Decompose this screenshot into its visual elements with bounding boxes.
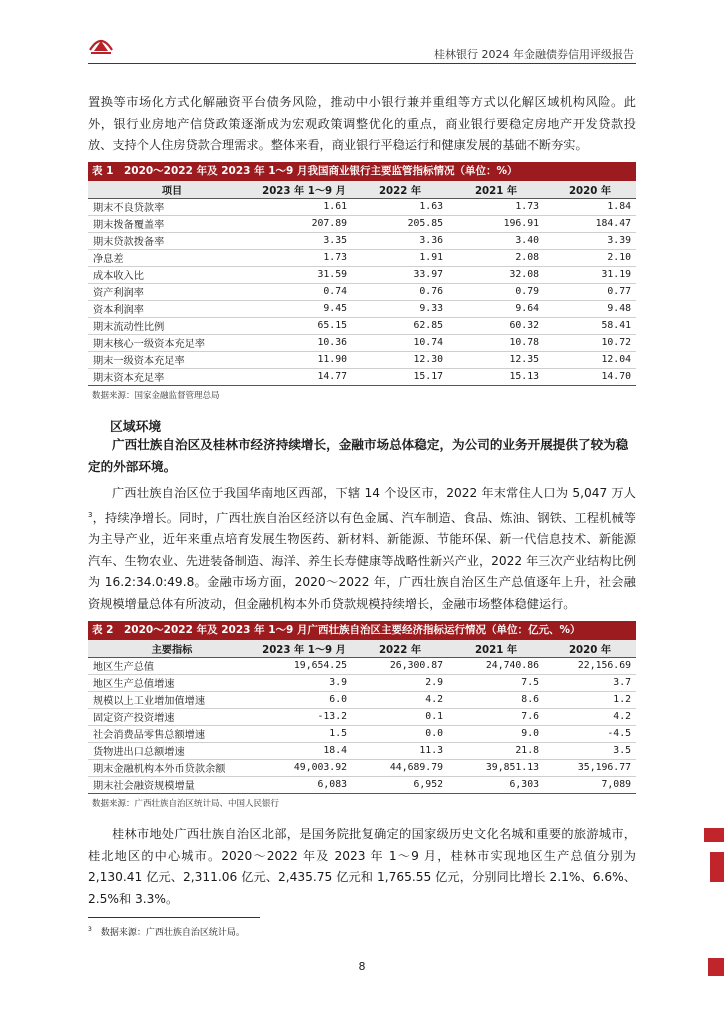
cell-value: 4.2 [352,691,448,708]
table-row [88,368,636,385]
table-row [88,674,636,691]
cell-value: 31.59 [256,266,352,283]
cell-value: 6,952 [352,776,448,793]
cell-value: 14.70 [544,368,636,385]
cell-value: 3.5 [544,742,636,759]
section-title: 区域环境 [110,420,162,435]
table-row [88,351,636,368]
cell-value: 58.41 [544,317,636,334]
cell-value: 10.78 [448,334,544,351]
page-number: 8 [358,960,366,973]
cell-value: 10.74 [352,334,448,351]
cell-value: 11.90 [256,351,352,368]
cell-value: 6,303 [448,776,544,793]
table-row [88,215,636,232]
seal-stamp-fragment [710,852,724,882]
cell-value: 3.36 [352,232,448,249]
row-label: 期末流动性比例 [88,317,256,334]
cell-value: 49,003.92 [256,759,352,776]
cell-value: 1.73 [256,249,352,266]
cell-value: 2.10 [544,249,636,266]
cell-value: 0.76 [352,283,448,300]
column-header: 2021 年 [448,181,544,198]
cell-value: 44,689.79 [352,759,448,776]
row-label: 地区生产总值增速 [88,674,256,691]
table2-title: 表 2 2020～2022 年及 2023 年 1～9 月广西壮族自治区主要经济指标运行情况（单位：亿元、%） [88,621,636,640]
cell-value: 22,156.69 [544,657,636,674]
cell-value: -13.2 [256,708,352,725]
cell-value: 10.36 [256,334,352,351]
table1-header-row [88,181,636,198]
column-header: 主要指标 [88,640,256,657]
cell-value: 39,851.13 [448,759,544,776]
cell-value: 3.39 [544,232,636,249]
row-label: 固定资产投资增速 [88,708,256,725]
cell-value: 6.0 [256,691,352,708]
table1-title: 表 1 2020～2022 年及 2023 年 1～9 月我国商业银行主要监管指标情况（单位：%） [88,162,636,181]
column-header: 2023 年 1～9 月 [256,640,352,657]
column-header: 2022 年 [352,181,448,198]
table2 [88,640,636,794]
cell-value: 32.08 [448,266,544,283]
cell-value: 1.63 [352,198,448,215]
cell-value: 10.72 [544,334,636,351]
region-paragraph-part1: 广西壮族自治区位于我国华南地区西部，下辖 14 个设区市，2022 年末常住人口为 5,047 万人 [112,486,636,500]
row-label: 期末贷款拨备率 [88,232,256,249]
table1-source: 数据来源：国家金融监督管理总局 [92,391,220,401]
cell-value: 196.91 [448,215,544,232]
row-label: 期末资本充足率 [88,368,256,385]
lead-sentence: 广西壮族自治区及桂林市经济持续增长，金融市场总体稳定，为公司的业务开展提供了较为稳定的外部环境。 [88,437,629,474]
cell-value: 1.73 [448,198,544,215]
cell-value: 0.77 [544,283,636,300]
cell-value: -4.5 [544,725,636,742]
footnote-divider [88,917,260,918]
cell-value: 9.48 [544,300,636,317]
cell-value: 9.64 [448,300,544,317]
cell-value: 1.61 [256,198,352,215]
row-label: 净息差 [88,249,256,266]
table-row [88,317,636,334]
cell-value: 4.2 [544,708,636,725]
cell-value: 31.19 [544,266,636,283]
cell-value: 3.40 [448,232,544,249]
table2-source: 数据来源：广西壮族自治区统计局、中国人民银行 [92,799,280,809]
cell-value: 3.9 [256,674,352,691]
row-label: 期末拨备覆盖率 [88,215,256,232]
table-row [88,691,636,708]
table-row [88,657,636,674]
cell-value: 0.74 [256,283,352,300]
cell-value: 24,740.86 [448,657,544,674]
column-header: 2020 年 [544,640,636,657]
cell-value: 15.17 [352,368,448,385]
cell-value: 0.79 [448,283,544,300]
row-label: 期末核心一级资本充足率 [88,334,256,351]
table-row [88,742,636,759]
cell-value: 7.5 [448,674,544,691]
cell-value: 3.35 [256,232,352,249]
table-row [88,725,636,742]
guilin-paragraph: 桂林市地处广西壮族自治区北部，是国务院批复确定的国家级历史文化名城和重要的旅游城市，桂北地区的中心城市。2020～2022 年及 2023 年 1～9 月，桂林市实现地区生产总值分别为 2,130.41 亿元、2,311.06 亿元、2,435.75 亿元和 1,765.55 亿元，分别同比增长 2.1%、6.6%、2.5%和 3.3%。 [88,827,636,906]
cell-value: 1.5 [256,725,352,742]
region-paragraph [88,483,636,615]
row-label: 期末金融机构本外币贷款余额 [88,759,256,776]
cell-value: 7,089 [544,776,636,793]
cell-value: 7.6 [448,708,544,725]
row-label: 期末一级资本充足率 [88,351,256,368]
cell-value: 8.6 [448,691,544,708]
cell-value: 9.45 [256,300,352,317]
cell-value: 65.15 [256,317,352,334]
page-header [88,34,636,64]
footnote-text: 数据来源：广西壮族自治区统计局。 [100,928,245,938]
table-row [88,266,636,283]
table-row [88,759,636,776]
cell-value: 2.9 [352,674,448,691]
cell-value: 62.85 [352,317,448,334]
table-row [88,232,636,249]
cell-value: 11.3 [352,742,448,759]
row-label: 期末社会融资规模增量 [88,776,256,793]
cell-value: 15.13 [448,368,544,385]
footnote-number: 3 [88,926,92,933]
cell-value: 12.30 [352,351,448,368]
cell-value: 14.77 [256,368,352,385]
table-row [88,249,636,266]
bank-logo-icon [88,36,114,56]
cell-value: 205.85 [352,215,448,232]
cell-value: 21.8 [448,742,544,759]
cell-value: 1.91 [352,249,448,266]
table1 [88,181,636,386]
region-paragraph-part2: ，持续净增长。同时，广西壮族自治区经济以有色金属、汽车制造、食品、炼油、钢铁、工程机械等为主导产业，近年来重点培育发展生物医药、新材料、新能源、节能环保、新一代信息技术、新能源汽车、生物农业、先进装备制造、海洋、养生长寿健康等战略性新兴产业，2022 年三次产业结构比例为 16.2:34.0:49.8。金融市场方面，2020～2022 年，广西壮族自治区生产总值逐年上升，社会融资规模增量总体有所波动，但金融机构本外币贷款规模持续增长，金融市场整体稳健运行。 [88,510,636,611]
footnote-ref: 3 [88,510,93,519]
table-row [88,300,636,317]
cell-value: 1.84 [544,198,636,215]
cell-value: 207.89 [256,215,352,232]
cell-value: 18.4 [256,742,352,759]
row-label: 社会消费品零售总额增速 [88,725,256,742]
table-row [88,283,636,300]
cell-value: 33.97 [352,266,448,283]
cell-value: 60.32 [448,317,544,334]
row-label: 地区生产总值 [88,657,256,674]
cell-value: 12.35 [448,351,544,368]
cell-value: 6,083 [256,776,352,793]
column-header: 项目 [88,181,256,198]
cell-value: 9.0 [448,725,544,742]
seal-stamp-fragment [704,828,724,842]
table-row [88,708,636,725]
cell-value: 184.47 [544,215,636,232]
row-label: 货物进出口总额增速 [88,742,256,759]
seal-stamp-fragment [708,958,724,976]
cell-value: 9.33 [352,300,448,317]
row-label: 资本利润率 [88,300,256,317]
table-row [88,198,636,215]
cell-value: 35,196.77 [544,759,636,776]
column-header: 2021 年 [448,640,544,657]
table2-header-row [88,640,636,657]
table-row [88,776,636,793]
header-title: 桂林银行 2024 年金融债券信用评级报告 [434,48,634,61]
cell-value: 0.0 [352,725,448,742]
row-label: 规模以上工业增加值增速 [88,691,256,708]
cell-value: 19,654.25 [256,657,352,674]
row-label: 资产利润率 [88,283,256,300]
cell-value: 12.04 [544,351,636,368]
footnote [88,925,245,938]
cell-value: 1.2 [544,691,636,708]
cell-value: 26,300.87 [352,657,448,674]
column-header: 2022 年 [352,640,448,657]
cell-value: 0.1 [352,708,448,725]
cell-value: 2.08 [448,249,544,266]
row-label: 期末不良贷款率 [88,198,256,215]
column-header: 2020 年 [544,181,636,198]
row-label: 成本收入比 [88,266,256,283]
intro-paragraph: 置换等市场化方式化解融资平台债务风险，推动中小银行兼并重组等方式以化解区域机构风险。此外，银行业房地产信贷政策逐渐成为宏观政策调整优化的重点，商业银行要稳定房地产开发贷款投放、支持个人住房贷款合理需求。整体来看，商业银行平稳运行和健康发展的基础不断夯实。 [88,95,636,152]
table-row [88,334,636,351]
column-header: 2023 年 1～9 月 [256,181,352,198]
cell-value: 3.7 [544,674,636,691]
